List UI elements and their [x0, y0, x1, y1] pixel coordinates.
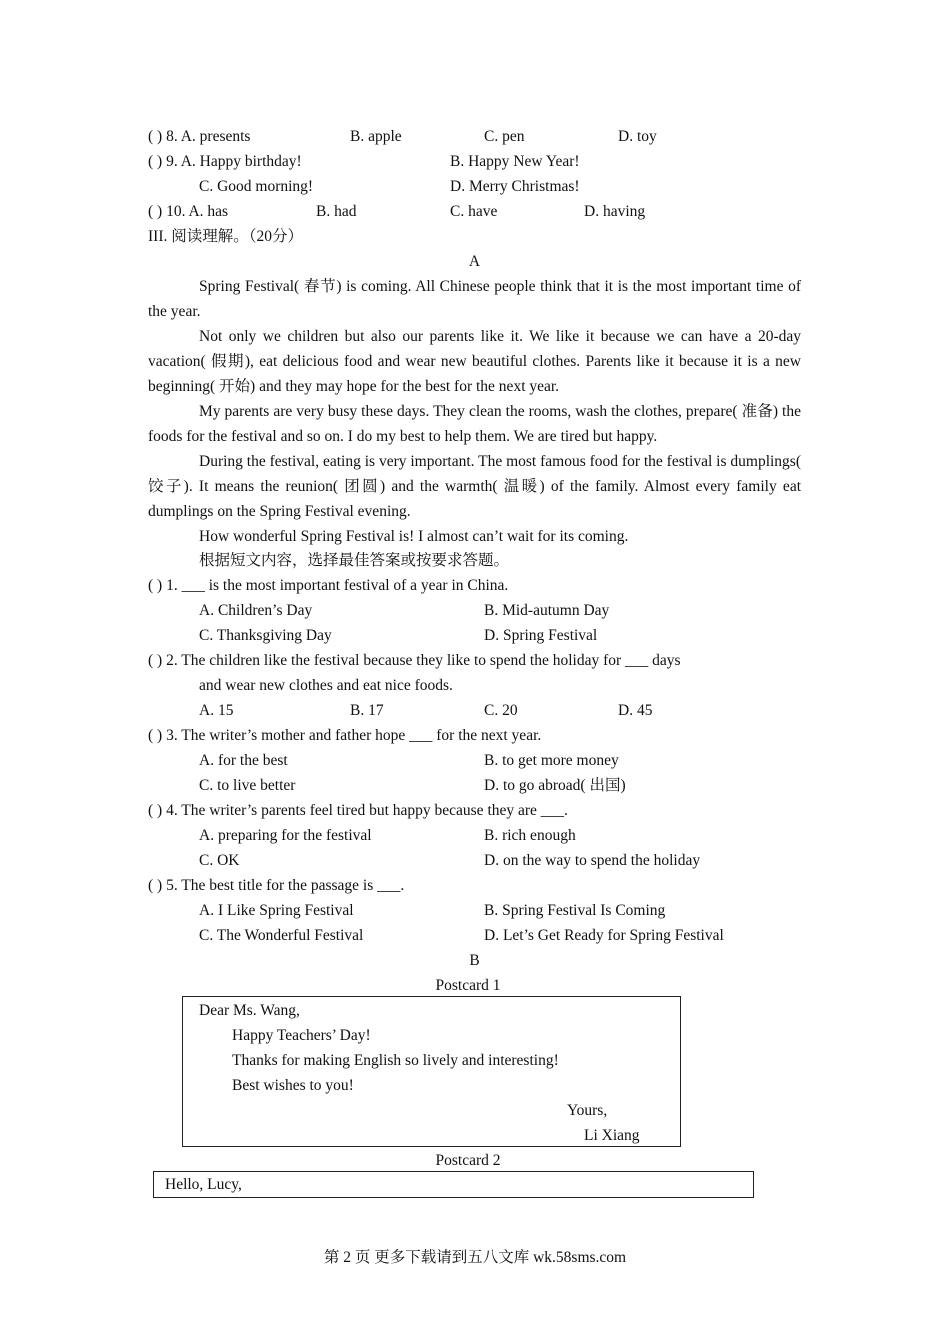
page-footer: 第 2 页 更多下载请到五八文库 wk.58sms.com [323, 1249, 627, 1266]
passage-paragraph: Not only we children but also our parents like it. We like it because we can have a 20-day vacation( 假期), eat delicious food and wear new beautiful clothes. Parents like it because it is a new beginning( 开始) and they may hope for the best for the next year. [148, 328, 801, 395]
postcard-2-box [153, 1171, 754, 1198]
reading-question-2-stem-continued: and wear new clothes and eat nice foods. [199, 677, 453, 694]
postcard-1-title: Postcard 1 [435, 977, 501, 994]
part-b-label: B [469, 952, 480, 969]
question-10-stem: ( ) 10. A. has [148, 203, 229, 220]
postcard-1-line: Best wishes to you! [232, 1077, 354, 1094]
reading-question-4-stem: ( ) 4. The writer’s parents feel tired but happy because they are ___. [148, 802, 568, 819]
reading-question-3-option-b: B. to get more money [484, 752, 619, 769]
reading-question-1-stem: ( ) 1. ___ is the most important festival of a year in China. [148, 577, 509, 594]
question-10-option-d: D. having [584, 203, 646, 220]
question-8-option-c: C. pen [484, 128, 525, 145]
reading-question-1-option-a: A. Children’s Day [199, 602, 313, 619]
question-9-stem: ( ) 9. A. Happy birthday! [148, 153, 302, 170]
passage-paragraph: During the festival, eating is very important. The most famous food for the festival is dumplings( 饺子). It means the reunion( 团圆) and the warmth( 温暖) of the family. Almost every family eat dumplings on the Spring Festival evening. [148, 453, 801, 520]
passage-paragraph: My parents are very busy these days. They clean the rooms, wash the clothes, prepare( 准备) the foods for the festival and so on. I do my best to help them. We are tired but happy. [148, 403, 801, 445]
reading-question-3-option-d: D. to go abroad( 出国) [484, 777, 626, 794]
section-heading: III. 阅读理解。（20分） [148, 228, 303, 245]
postcard-1-closing: Yours, [567, 1102, 608, 1119]
reading-question-2-option-c: C. 20 [484, 702, 518, 719]
part-a-label: A [468, 253, 481, 270]
reading-question-4-option-b: B. rich enough [484, 827, 576, 844]
postcard-1-signature: Li Xiang [584, 1127, 640, 1144]
reading-question-5-option-a: A. I Like Spring Festival [199, 902, 354, 919]
reading-question-4-option-c: C. OK [199, 852, 240, 869]
postcard-1-line: Thanks for making English so lively and interesting! [232, 1052, 559, 1069]
postcard-1-box [182, 996, 681, 1147]
question-9-option-d: D. Merry Christmas! [450, 178, 580, 195]
reading-question-2-option-b: B. 17 [350, 702, 384, 719]
postcard-1-greeting: Dear Ms. Wang, [199, 1002, 300, 1019]
reading-question-5-option-c: C. The Wonderful Festival [199, 927, 364, 944]
question-8-stem: ( ) 8. A. presents [148, 128, 251, 145]
instruction-text: 根据短文内容，选择最佳答案或按要求答题。 [199, 552, 510, 569]
reading-question-1-option-d: D. Spring Festival [484, 627, 598, 644]
question-9-option-b: B. Happy New Year! [450, 153, 580, 170]
passage-paragraph: How wonderful Spring Festival is! I almost can’t wait for its coming. [199, 528, 629, 545]
reading-question-3-option-a: A. for the best [199, 752, 288, 769]
reading-question-5-stem: ( ) 5. The best title for the passage is ___. [148, 877, 405, 894]
question-10-option-b: B. had [316, 203, 357, 220]
reading-question-1-option-c: C. Thanksgiving Day [199, 627, 332, 644]
question-8-option-d: D. toy [618, 128, 657, 145]
question-9-option-c: C. Good morning! [199, 178, 314, 195]
reading-question-2-stem: ( ) 2. The children like the festival because they like to spend the holiday for ___ days [148, 652, 681, 669]
postcard-2-title: Postcard 2 [435, 1152, 501, 1169]
reading-question-5-option-b: B. Spring Festival Is Coming [484, 902, 666, 919]
reading-question-2-option-d: D. 45 [618, 702, 653, 719]
postcard-2-greeting: Hello, Lucy, [165, 1176, 242, 1193]
question-8-option-b: B. apple [350, 128, 402, 145]
postcard-1-line: Happy Teachers’ Day! [232, 1027, 371, 1044]
reading-question-2-option-a: A. 15 [199, 702, 234, 719]
reading-question-4-option-d: D. on the way to spend the holiday [484, 852, 701, 869]
reading-question-5-option-d: D. Let’s Get Ready for Spring Festival [484, 927, 724, 944]
reading-question-3-option-c: C. to live better [199, 777, 296, 794]
reading-question-1-option-b: B. Mid-autumn Day [484, 602, 610, 619]
passage-paragraph: Spring Festival( 春节) is coming. All Chinese people think that it is the most important time of the year. [148, 278, 801, 320]
question-10-option-c: C. have [450, 203, 498, 220]
reading-question-3-stem: ( ) 3. The writer’s mother and father hope ___ for the next year. [148, 727, 542, 744]
reading-question-4-option-a: A. preparing for the festival [199, 827, 372, 844]
